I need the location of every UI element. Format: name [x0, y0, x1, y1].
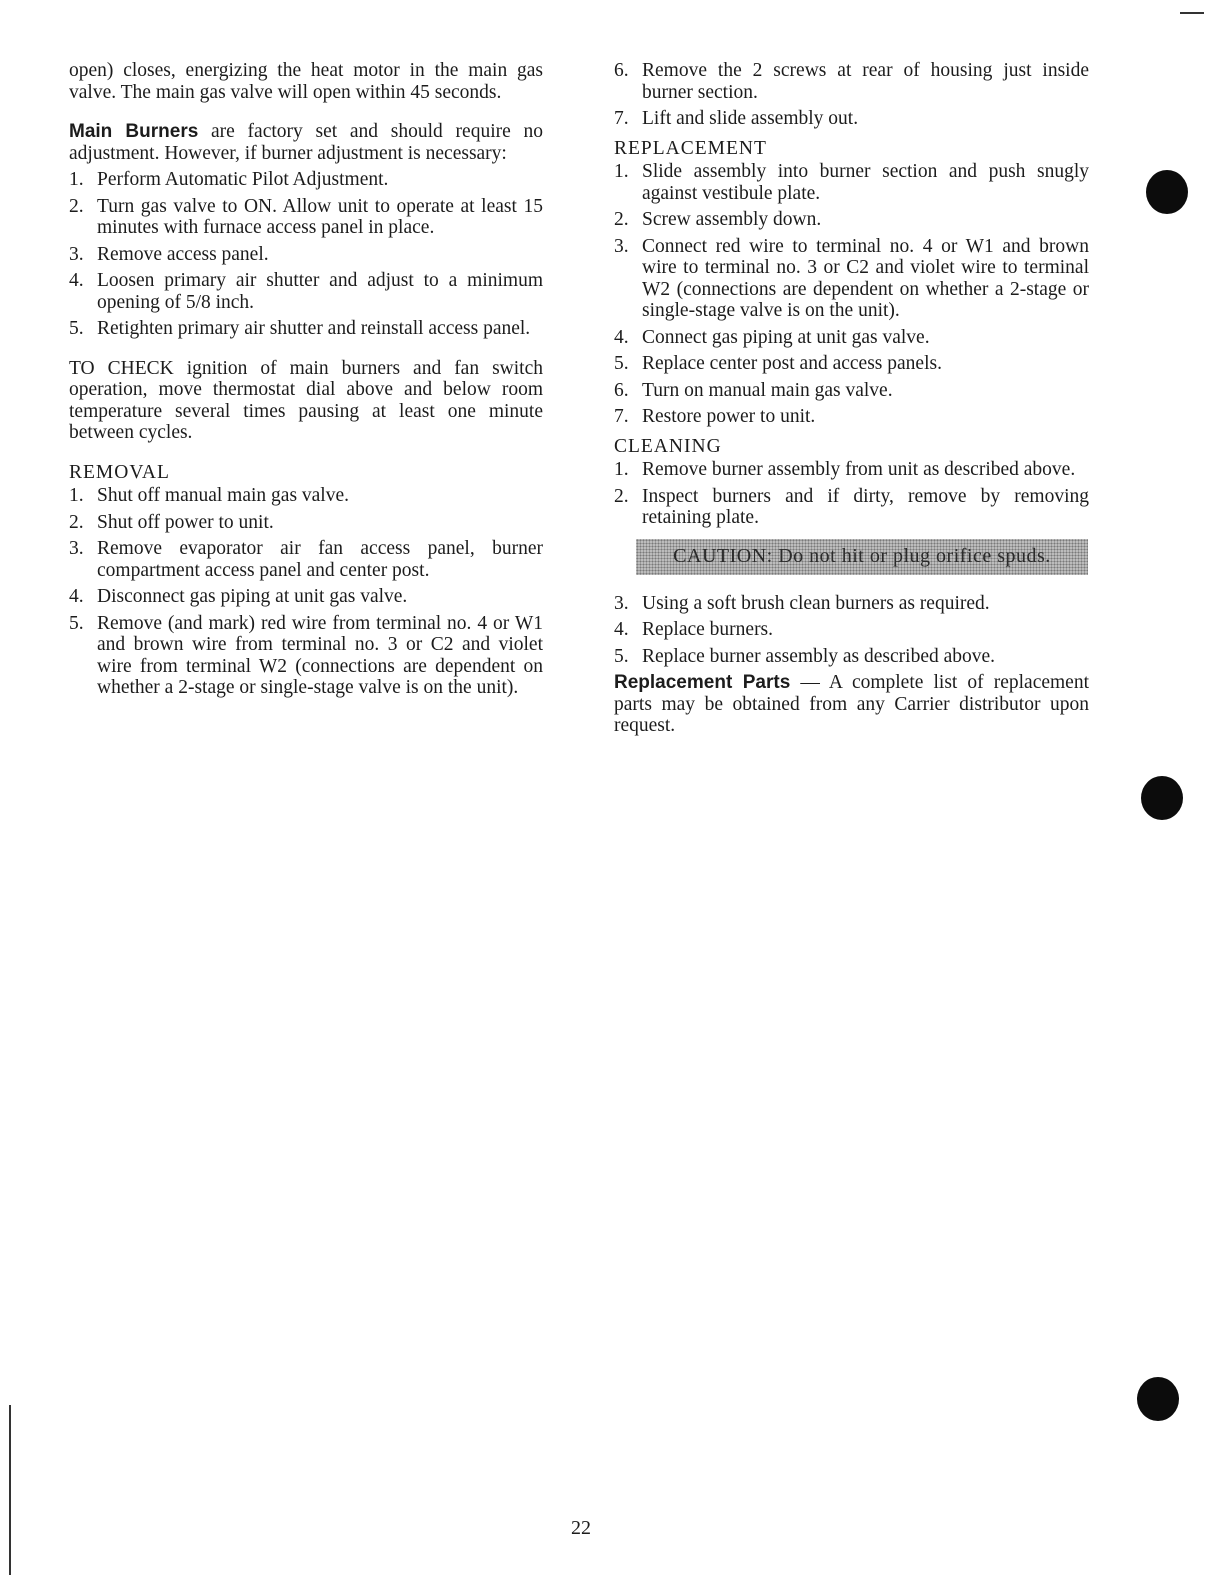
removal-steps-continued [614, 60, 1089, 130]
binder-hole-top [1146, 170, 1188, 214]
left-column [69, 60, 543, 699]
main-burners-heading: Main Burners [69, 121, 199, 142]
list-item: 2. Shut off power to unit. [69, 511, 274, 533]
list-item: 7. Restore power to unit. [614, 406, 816, 427]
cleaning-heading: CLEANING [614, 435, 722, 457]
list-item: 1. Perform Automatic Pilot Adjustment. [69, 169, 389, 190]
scan-edge-mark [1180, 12, 1204, 14]
binder-hole-middle [1141, 776, 1183, 820]
caution-notice [636, 539, 1088, 575]
page-number: 22 [571, 1517, 591, 1539]
main-burners-text: are factory set and should require no adjustment. However, if burner adjustment is necessary: [69, 121, 543, 164]
replacement-parts-heading: Replacement Parts [614, 672, 791, 693]
list-item: 4. Replace burners. [614, 619, 774, 640]
list-item: 1. Slide assembly into burner section and push snugly against vestibule plate. [614, 161, 1089, 204]
intro-paragraph: open) closes, energizing the heat motor in the main gas valve. The main gas valve will open within 45 seconds. [69, 60, 543, 103]
cleaning-steps-continued [614, 593, 1089, 668]
scan-edge-line [9, 1405, 11, 1575]
list-item: 3. Connect red wire to terminal no. 4 or W1 and brown wire to terminal no. 3 or C2 and violet wire to terminal W2 (connections are dependent on whether a 2-stage or single-stage valve is on the unit). [614, 235, 1089, 321]
list-item: 1. Remove burner assembly from unit as described above. [614, 459, 1076, 480]
main-burners-steps [69, 169, 543, 340]
list-item: 4. Connect gas piping at unit gas valve. [614, 326, 930, 348]
list-item: 6. Turn on manual main gas valve. [614, 379, 893, 401]
list-item: 4. Loosen primary air shutter and adjust to a minimum opening of 5/8 inch. [69, 270, 543, 313]
main-burners-paragraph [69, 121, 543, 164]
list-item: 5. Replace burner assembly as described above. [614, 645, 996, 667]
to-check-paragraph: TO CHECK ignition of main burners and fan switch operation, move thermostat dial above and below room temperature several times pausing at least one minute between cycles. [69, 357, 543, 443]
list-item: 5. Remove (and mark) red wire from terminal no. 4 or W1 and brown wire from terminal no. 3 or C2 and violet wire from terminal W2 (connections are dependent on whether a 2-stage or single-stage valve is on the unit). [69, 612, 543, 698]
replacement-parts-paragraph [614, 672, 1089, 737]
removal-steps [69, 485, 543, 699]
list-item: 4. Disconnect gas piping at unit gas valve. [69, 586, 408, 607]
list-item: 5. Replace center post and access panels. [614, 353, 942, 374]
list-item: 2. Screw assembly down. [614, 209, 822, 230]
right-column [614, 60, 1089, 737]
list-item: 5. Retighten primary air shutter and reinstall access panel. [69, 318, 531, 339]
list-item: 7. Lift and slide assembly out. [614, 108, 859, 129]
list-item: 3. Remove evaporator air fan access panel, burner compartment access panel and center post. [69, 538, 543, 581]
binder-hole-bottom [1137, 1377, 1179, 1421]
list-item: 6. Remove the 2 screws at rear of housing just inside burner section. [614, 60, 1089, 103]
caution-text: CAUTION: Do not hit or plug orifice spuds. [673, 544, 1051, 567]
list-item: 3. Using a soft brush clean burners as required. [614, 592, 990, 614]
list-item: 1. Shut off manual main gas valve. [69, 485, 350, 506]
replacement-steps [614, 161, 1089, 428]
list-item: 3. Remove access panel. [69, 243, 269, 265]
replacement-heading: REPLACEMENT [614, 137, 767, 159]
list-item: 2. Inspect burners and if dirty, remove by removing retaining plate. [614, 485, 1089, 528]
cleaning-steps [614, 459, 1089, 529]
removal-heading: REMOVAL [69, 461, 170, 483]
replacement-parts-text: — A complete list of replacement parts may be obtained from any Carrier distributor upon request. [614, 672, 1089, 736]
list-item: 2. Turn gas valve to ON. Allow unit to operate at least 15 minutes with furnace access panel in place. [69, 195, 543, 238]
